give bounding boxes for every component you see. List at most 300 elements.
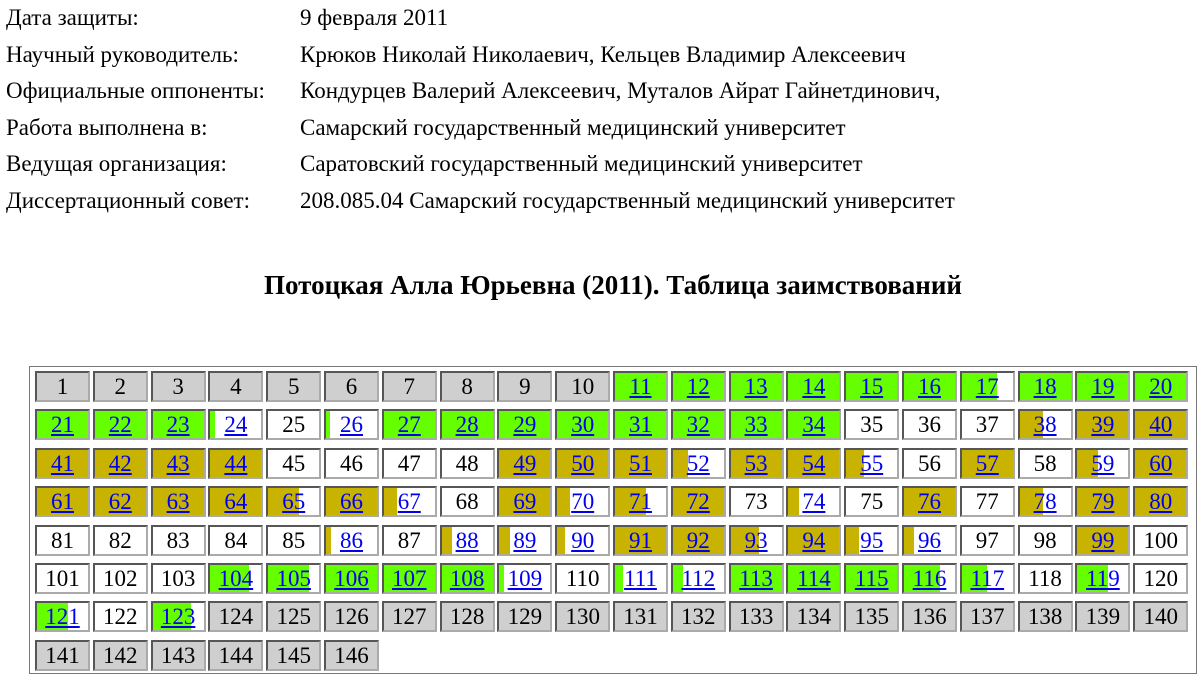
info-value: Крюков Николай Николаевич, Кельцев Владимир Алексеевич bbox=[300, 41, 906, 67]
page-link[interactable]: 72 bbox=[686, 489, 710, 515]
page-cell bbox=[266, 371, 321, 402]
page-number: 3 bbox=[172, 374, 184, 399]
page-link[interactable]: 111 bbox=[624, 566, 657, 591]
page-link[interactable]: 89 bbox=[513, 527, 537, 553]
page-cell[interactable] bbox=[902, 563, 957, 594]
page-number: 81 bbox=[51, 527, 74, 553]
page-cell bbox=[1018, 601, 1073, 632]
page-number: 144 bbox=[218, 642, 254, 668]
page-number: 8 bbox=[461, 374, 473, 399]
page-link[interactable]: 108 bbox=[449, 566, 485, 591]
page-cell bbox=[324, 601, 379, 632]
page-link[interactable]: 112 bbox=[681, 566, 716, 591]
page-link[interactable]: 123 bbox=[160, 604, 196, 630]
page-number: 77 bbox=[975, 489, 999, 515]
page-link[interactable]: 39 bbox=[1091, 412, 1115, 438]
page-cell bbox=[729, 486, 784, 517]
info-label: Работа выполнена в: bbox=[6, 114, 208, 140]
borrowing-fill-bar bbox=[210, 411, 215, 438]
page-link[interactable]: 30 bbox=[571, 412, 595, 438]
page-link[interactable]: 91 bbox=[629, 527, 652, 553]
page-link[interactable]: 27 bbox=[397, 412, 421, 438]
info-label: Ведущая организация: bbox=[6, 151, 227, 177]
page-number: 132 bbox=[681, 604, 716, 630]
page-cell[interactable] bbox=[960, 563, 1015, 594]
page-cell[interactable] bbox=[151, 486, 206, 517]
page-number: 110 bbox=[565, 566, 600, 591]
borrowing-fill-bar bbox=[326, 411, 330, 438]
page-cell[interactable] bbox=[35, 448, 90, 479]
info-row bbox=[6, 37, 955, 74]
page-cell[interactable] bbox=[208, 409, 263, 440]
page-number: 134 bbox=[796, 604, 832, 630]
borrowing-fill-bar bbox=[499, 565, 504, 592]
page-number: 35 bbox=[860, 412, 884, 438]
page-number: 98 bbox=[1033, 527, 1057, 553]
page-link[interactable]: 60 bbox=[1149, 450, 1173, 476]
page-link[interactable]: 64 bbox=[224, 489, 248, 515]
page-link[interactable]: 90 bbox=[571, 527, 595, 553]
page-number: 135 bbox=[854, 604, 889, 630]
page-link[interactable]: 113 bbox=[739, 566, 773, 591]
page-cell[interactable] bbox=[1018, 371, 1073, 402]
page-number: 120 bbox=[1143, 566, 1178, 591]
page-cell[interactable] bbox=[497, 409, 552, 440]
page-number: 146 bbox=[334, 642, 369, 668]
page-link[interactable]: 78 bbox=[1033, 489, 1057, 515]
page-link[interactable]: 119 bbox=[1086, 566, 1120, 591]
page-cell[interactable] bbox=[555, 525, 610, 556]
page-cell bbox=[93, 371, 148, 402]
page-link[interactable]: 40 bbox=[1149, 412, 1173, 438]
page-cell bbox=[960, 601, 1015, 632]
page-cell[interactable] bbox=[844, 371, 899, 402]
page-link[interactable]: 95 bbox=[860, 527, 884, 553]
page-number: 82 bbox=[108, 527, 132, 553]
page-number: 127 bbox=[392, 604, 427, 630]
page-cell[interactable] bbox=[729, 448, 784, 479]
page-cell bbox=[960, 409, 1015, 440]
page-cell[interactable] bbox=[1075, 563, 1130, 594]
page-number: 137 bbox=[970, 604, 1005, 630]
page-cell bbox=[960, 525, 1015, 556]
page-cell bbox=[844, 601, 899, 632]
page-link[interactable]: 104 bbox=[218, 566, 254, 591]
page-number: 84 bbox=[224, 527, 248, 553]
page-number: 9 bbox=[519, 374, 531, 399]
page-number: 97 bbox=[975, 527, 999, 553]
page-number: 37 bbox=[975, 412, 999, 438]
page-cell bbox=[440, 601, 495, 632]
info-label: Диссертационный совет: bbox=[6, 187, 250, 213]
page-cell bbox=[440, 486, 495, 517]
page-number: 46 bbox=[340, 450, 363, 476]
page-number: 10 bbox=[571, 374, 595, 399]
page-cell[interactable] bbox=[613, 563, 668, 594]
page-cell bbox=[902, 409, 957, 440]
page-cell[interactable] bbox=[613, 525, 668, 556]
info-row bbox=[6, 73, 955, 110]
page-cell bbox=[786, 601, 841, 632]
page-cell[interactable] bbox=[266, 486, 321, 517]
page-cell bbox=[1133, 525, 1188, 556]
page-cell[interactable] bbox=[324, 563, 379, 594]
page-cell bbox=[902, 448, 957, 479]
borrowing-fill-bar bbox=[557, 527, 565, 554]
page-link[interactable]: 105 bbox=[276, 566, 311, 591]
page-number: 6 bbox=[345, 374, 358, 399]
page-link[interactable]: 62 bbox=[108, 489, 132, 515]
page-number: 75 bbox=[860, 489, 884, 515]
page-cell[interactable] bbox=[497, 525, 552, 556]
borrowing-fill-bar bbox=[384, 488, 397, 515]
page-cell[interactable] bbox=[1018, 486, 1073, 517]
info-value: Саратовский государственный медицинский университет bbox=[300, 151, 863, 177]
page-cell[interactable] bbox=[671, 525, 726, 556]
page-cell bbox=[1018, 525, 1073, 556]
page-link[interactable]: 106 bbox=[334, 566, 369, 591]
page-cell bbox=[324, 448, 379, 479]
page-link[interactable]: 66 bbox=[340, 489, 363, 515]
page-cell bbox=[324, 640, 379, 671]
page-link[interactable]: 52 bbox=[686, 450, 710, 476]
page-cell[interactable] bbox=[382, 563, 437, 594]
page-cell[interactable] bbox=[671, 371, 726, 402]
page-link[interactable]: 21 bbox=[51, 412, 74, 438]
page-cell[interactable] bbox=[440, 525, 495, 556]
page-cell bbox=[1018, 448, 1073, 479]
page-number: 45 bbox=[282, 450, 306, 476]
page-link[interactable]: 26 bbox=[340, 412, 363, 438]
page-cell[interactable] bbox=[324, 525, 379, 556]
dissertation-info-table bbox=[6, 0, 955, 219]
page-link[interactable]: 20 bbox=[1149, 374, 1173, 399]
page-cell[interactable] bbox=[93, 486, 148, 517]
page-link[interactable]: 99 bbox=[1091, 527, 1115, 553]
page-number: 36 bbox=[918, 412, 941, 438]
page-cell[interactable] bbox=[960, 371, 1015, 402]
page-number: 7 bbox=[403, 374, 416, 399]
page-cell[interactable] bbox=[613, 371, 668, 402]
page-link[interactable]: 115 bbox=[854, 566, 889, 591]
page-link[interactable]: 96 bbox=[918, 527, 941, 553]
info-row bbox=[6, 0, 955, 37]
page-cell bbox=[35, 371, 90, 402]
page-cell bbox=[1075, 601, 1130, 632]
page-cell[interactable] bbox=[93, 448, 148, 479]
page-cell[interactable] bbox=[786, 371, 841, 402]
page-cell[interactable] bbox=[497, 448, 552, 479]
page-link[interactable]: 50 bbox=[571, 450, 595, 476]
page-number: 136 bbox=[912, 604, 947, 630]
page-link[interactable]: 42 bbox=[108, 450, 132, 476]
page-cell[interactable] bbox=[382, 486, 437, 517]
page-cell bbox=[35, 525, 90, 556]
page-link[interactable]: 69 bbox=[513, 489, 537, 515]
page-link[interactable]: 38 bbox=[1033, 412, 1057, 438]
page-cell bbox=[93, 601, 148, 632]
page-number: 125 bbox=[276, 604, 311, 630]
page-cell[interactable] bbox=[613, 448, 668, 479]
page-cell[interactable] bbox=[1075, 448, 1130, 479]
page-cell bbox=[151, 640, 206, 671]
page-link[interactable]: 65 bbox=[282, 489, 306, 515]
page-cell[interactable] bbox=[497, 563, 552, 594]
info-value: Самарский государственный медицинский университет bbox=[300, 114, 846, 140]
page-cell[interactable] bbox=[786, 486, 841, 517]
page-cell[interactable] bbox=[35, 409, 90, 440]
page-cell[interactable] bbox=[902, 371, 957, 402]
page-cell[interactable] bbox=[786, 563, 841, 594]
page-link[interactable]: 79 bbox=[1091, 489, 1115, 515]
borrowing-fill-bar bbox=[615, 565, 623, 592]
page-cell[interactable] bbox=[555, 409, 610, 440]
page-link[interactable]: 53 bbox=[744, 450, 768, 476]
page-cell[interactable] bbox=[671, 448, 726, 479]
page-cell[interactable] bbox=[1133, 409, 1188, 440]
page-cell[interactable] bbox=[671, 563, 726, 594]
page-number: 83 bbox=[166, 527, 190, 553]
page-cell[interactable] bbox=[671, 409, 726, 440]
page-cell[interactable] bbox=[844, 448, 899, 479]
page-number: 4 bbox=[230, 374, 242, 399]
page-cell[interactable] bbox=[1075, 486, 1130, 517]
page-link[interactable]: 32 bbox=[686, 412, 710, 438]
page-cell bbox=[35, 563, 90, 594]
page-cell[interactable] bbox=[208, 486, 263, 517]
page-link[interactable]: 61 bbox=[51, 489, 74, 515]
page-cell[interactable] bbox=[1018, 409, 1073, 440]
page-link[interactable]: 23 bbox=[166, 412, 190, 438]
page-link[interactable]: 71 bbox=[629, 489, 652, 515]
borrowing-fill-bar bbox=[557, 488, 570, 515]
page-cell bbox=[440, 448, 495, 479]
page-cell bbox=[382, 371, 437, 402]
page-cell bbox=[497, 601, 552, 632]
page-number: 143 bbox=[160, 642, 196, 668]
page-number: 130 bbox=[565, 604, 600, 630]
page-link[interactable]: 86 bbox=[340, 527, 363, 553]
borrowing-fill-bar bbox=[442, 527, 452, 554]
page-number: 101 bbox=[45, 566, 80, 591]
page-number: 103 bbox=[160, 566, 196, 591]
page-number: 100 bbox=[1143, 527, 1178, 553]
page-cell[interactable] bbox=[324, 486, 379, 517]
page-cell[interactable] bbox=[786, 409, 841, 440]
page-number: 58 bbox=[1033, 450, 1057, 476]
page-cell[interactable] bbox=[902, 525, 957, 556]
page-cell[interactable] bbox=[151, 448, 206, 479]
page-link[interactable]: 28 bbox=[455, 412, 479, 438]
page-link[interactable]: 109 bbox=[507, 566, 543, 591]
page-cell[interactable] bbox=[151, 601, 206, 632]
page-cell[interactable] bbox=[266, 563, 321, 594]
page-link[interactable]: 13 bbox=[744, 374, 768, 399]
page-link[interactable]: 18 bbox=[1033, 374, 1057, 399]
page-cell[interactable] bbox=[1075, 371, 1130, 402]
page-link[interactable]: 31 bbox=[629, 412, 652, 438]
info-value: Кондурцев Валерий Алексеевич, Муталов Айрат Гайнетдинович, bbox=[300, 78, 941, 104]
page-cell bbox=[555, 563, 610, 594]
page-number: 141 bbox=[45, 642, 80, 668]
page-cell[interactable] bbox=[35, 601, 90, 632]
page-link[interactable]: 117 bbox=[970, 566, 1005, 591]
page-link[interactable]: 14 bbox=[802, 374, 826, 399]
page-cell[interactable] bbox=[960, 448, 1015, 479]
page-link[interactable]: 63 bbox=[166, 489, 190, 515]
page-cell[interactable] bbox=[93, 409, 148, 440]
page-title: Потоцкая Алла Юрьевна (2011). Таблица заимствований bbox=[264, 270, 962, 300]
page-cell bbox=[151, 371, 206, 402]
page-link[interactable]: 67 bbox=[397, 489, 421, 515]
page-cell[interactable] bbox=[555, 448, 610, 479]
page-number: 138 bbox=[1027, 604, 1063, 630]
page-cell[interactable] bbox=[613, 486, 668, 517]
page-number: 139 bbox=[1085, 604, 1121, 630]
page-cell[interactable] bbox=[1133, 371, 1188, 402]
borrowing-fill-bar bbox=[788, 488, 798, 515]
page-link[interactable]: 49 bbox=[513, 450, 537, 476]
page-link[interactable]: 12 bbox=[686, 374, 710, 399]
page-number: 48 bbox=[455, 450, 479, 476]
page-cell[interactable] bbox=[324, 409, 379, 440]
page-cell[interactable] bbox=[729, 371, 784, 402]
borrowings-table bbox=[29, 366, 1197, 674]
page-link[interactable]: 57 bbox=[975, 450, 999, 476]
page-cell bbox=[266, 448, 321, 479]
page-cell[interactable] bbox=[902, 486, 957, 517]
page-number: 85 bbox=[282, 527, 306, 553]
page-cell[interactable] bbox=[844, 525, 899, 556]
page-cell bbox=[151, 525, 206, 556]
page-cell bbox=[497, 371, 552, 402]
page-cell[interactable] bbox=[35, 486, 90, 517]
page-link[interactable]: 76 bbox=[918, 489, 941, 515]
page-cell bbox=[960, 486, 1015, 517]
page-link[interactable]: 121 bbox=[45, 604, 80, 630]
page-cell[interactable] bbox=[729, 525, 784, 556]
page-cell[interactable] bbox=[613, 409, 668, 440]
page-link[interactable]: 107 bbox=[392, 566, 427, 591]
page-cell[interactable] bbox=[671, 486, 726, 517]
page-cell bbox=[613, 601, 668, 632]
page-cell bbox=[382, 601, 437, 632]
page-link[interactable]: 93 bbox=[744, 527, 768, 553]
page-link[interactable]: 80 bbox=[1149, 489, 1173, 515]
page-cell bbox=[671, 601, 726, 632]
page-cell[interactable] bbox=[1133, 448, 1188, 479]
page-link[interactable]: 70 bbox=[571, 489, 595, 515]
page-number: 56 bbox=[918, 450, 941, 476]
page-cell[interactable] bbox=[151, 409, 206, 440]
page-link[interactable]: 88 bbox=[455, 527, 479, 553]
page-link[interactable]: 54 bbox=[802, 450, 826, 476]
info-row bbox=[6, 110, 955, 147]
page-cell bbox=[1133, 601, 1188, 632]
page-link[interactable]: 59 bbox=[1091, 450, 1115, 476]
page-link[interactable]: 17 bbox=[975, 374, 999, 399]
page-cell bbox=[151, 563, 206, 594]
page-cell bbox=[440, 371, 495, 402]
page-number: 126 bbox=[334, 604, 369, 630]
page-number: 87 bbox=[397, 527, 421, 553]
page-link[interactable]: 24 bbox=[224, 412, 248, 438]
page-cell bbox=[266, 525, 321, 556]
page-link[interactable]: 33 bbox=[744, 412, 768, 438]
page-cell bbox=[93, 525, 148, 556]
info-label: Официальные оппоненты: bbox=[6, 78, 265, 104]
page-link[interactable]: 43 bbox=[166, 450, 190, 476]
page-cell bbox=[208, 371, 263, 402]
page-link[interactable]: 11 bbox=[629, 374, 652, 399]
page-cell bbox=[382, 448, 437, 479]
page-cell[interactable] bbox=[786, 525, 841, 556]
page-cell[interactable] bbox=[1075, 409, 1130, 440]
page-link[interactable]: 16 bbox=[918, 374, 941, 399]
page-cell bbox=[266, 409, 321, 440]
page-link[interactable]: 116 bbox=[912, 566, 947, 591]
page-link[interactable]: 41 bbox=[51, 450, 74, 476]
page-link[interactable]: 34 bbox=[802, 412, 826, 438]
page-number: 145 bbox=[276, 642, 311, 668]
page-cell[interactable] bbox=[555, 486, 610, 517]
page-cell[interactable] bbox=[208, 563, 263, 594]
borrowing-fill-bar bbox=[499, 527, 509, 554]
page-cell[interactable] bbox=[1133, 486, 1188, 517]
page-link[interactable]: 114 bbox=[797, 566, 831, 591]
page-cell[interactable] bbox=[786, 448, 841, 479]
page-number: 122 bbox=[103, 604, 138, 630]
page-cell bbox=[324, 371, 379, 402]
page-link[interactable]: 94 bbox=[802, 527, 826, 553]
page-link[interactable]: 19 bbox=[1091, 374, 1115, 399]
page-link[interactable]: 55 bbox=[860, 450, 884, 476]
page-cell bbox=[35, 640, 90, 671]
page-link[interactable]: 29 bbox=[513, 412, 537, 438]
page-cell bbox=[555, 601, 610, 632]
page-cell[interactable] bbox=[844, 563, 899, 594]
page-number: 2 bbox=[114, 374, 127, 399]
borrowing-fill-bar bbox=[846, 527, 859, 554]
page-cell bbox=[208, 640, 263, 671]
page-cell bbox=[729, 601, 784, 632]
page-link[interactable]: 15 bbox=[860, 374, 884, 399]
page-link[interactable]: 92 bbox=[686, 527, 710, 553]
page-number: 25 bbox=[282, 412, 306, 438]
page-cell bbox=[1133, 563, 1188, 594]
page-number: 73 bbox=[744, 489, 768, 515]
page-cell[interactable] bbox=[729, 563, 784, 594]
page-cell bbox=[208, 601, 263, 632]
page-number: 129 bbox=[507, 604, 543, 630]
page-cell[interactable] bbox=[440, 563, 495, 594]
page-cell[interactable] bbox=[497, 486, 552, 517]
page-number: 124 bbox=[218, 604, 254, 630]
page-cell[interactable] bbox=[208, 448, 263, 479]
page-cell bbox=[93, 640, 148, 671]
page-link[interactable]: 22 bbox=[108, 412, 132, 438]
page-cell bbox=[844, 486, 899, 517]
page-cell[interactable] bbox=[382, 409, 437, 440]
page-cell[interactable] bbox=[729, 409, 784, 440]
page-cell[interactable] bbox=[440, 409, 495, 440]
info-value: 208.085.04 Самарский государственный медицинский университет bbox=[300, 187, 955, 213]
page-cell[interactable] bbox=[1075, 525, 1130, 556]
page-link[interactable]: 44 bbox=[224, 450, 248, 476]
page-number: 68 bbox=[455, 489, 479, 515]
page-link[interactable]: 51 bbox=[629, 450, 652, 476]
page-link[interactable]: 74 bbox=[802, 489, 826, 515]
